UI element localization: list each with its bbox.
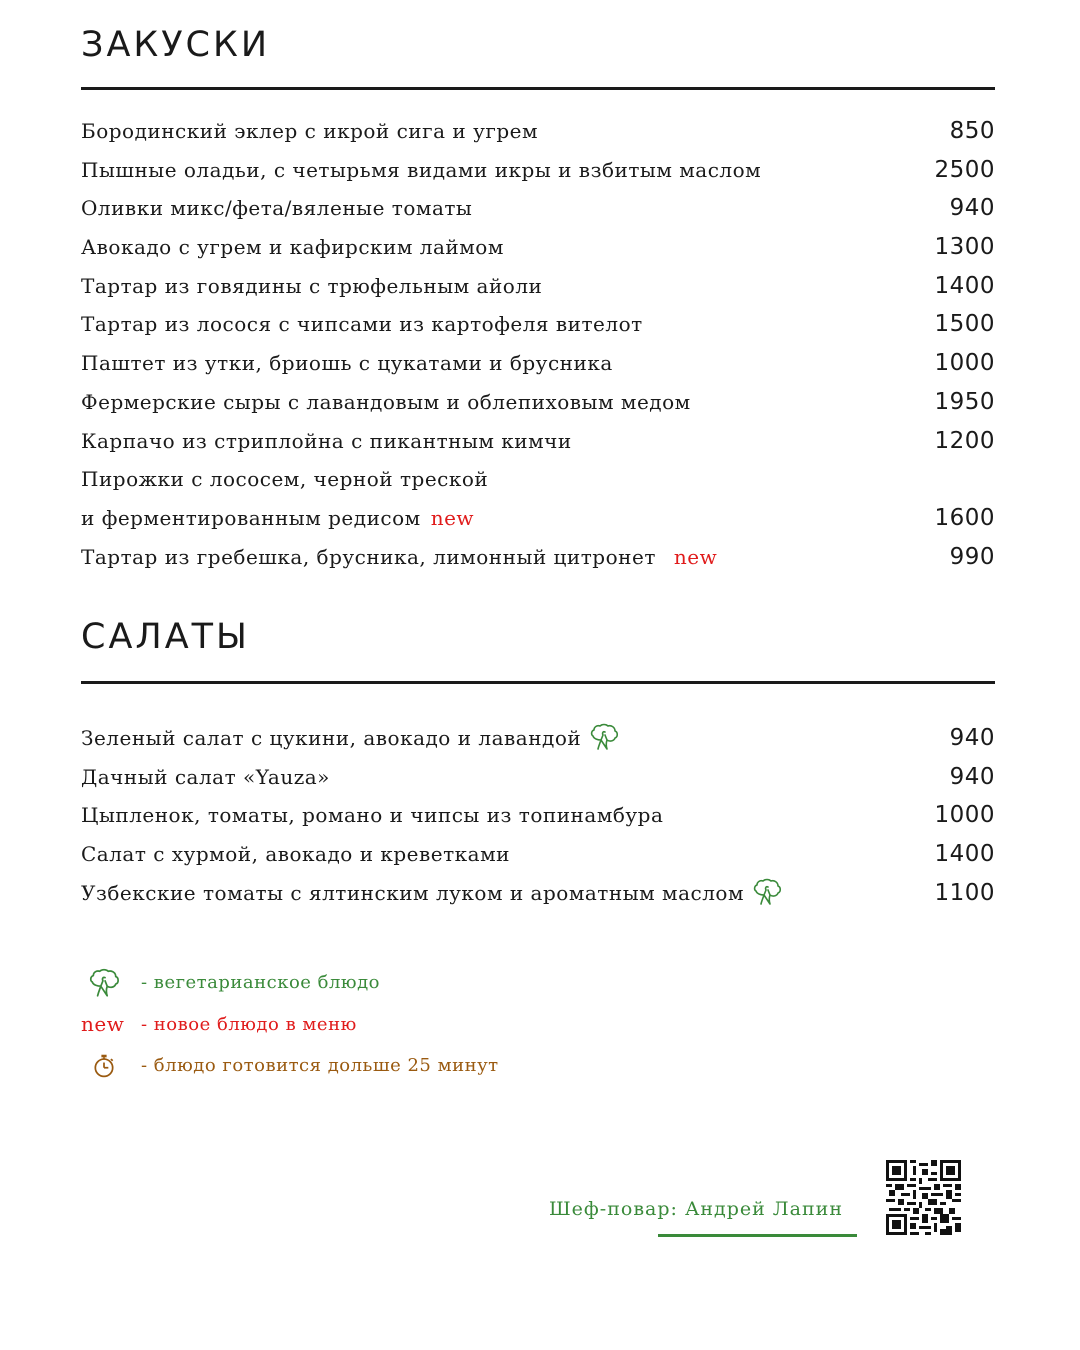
menu-item-price: 1600 xyxy=(934,504,995,531)
menu-item xyxy=(81,151,995,190)
stopwatch-icon xyxy=(91,1053,117,1079)
menu-item-name: Фермерские сыры с лавандовым и облепиховым медом xyxy=(81,389,691,414)
legend-new xyxy=(81,1004,681,1046)
legend-long-cook xyxy=(81,1045,681,1087)
menu-item xyxy=(81,344,995,383)
legend xyxy=(81,962,681,1087)
menu-item-price: 1950 xyxy=(934,388,995,415)
menu-item-name xyxy=(81,460,488,537)
legend-vegetarian-text: - вегетарианское блюдо xyxy=(141,972,381,994)
new-badge: new xyxy=(81,1012,125,1037)
section-appetizers xyxy=(81,25,995,588)
menu-item-name-text: Зеленый салат с цукини, авокадо и лавандой xyxy=(81,726,582,750)
menu-list-salads xyxy=(81,719,995,912)
menu-item-name: Салат с хурмой, авокадо и креветками xyxy=(81,842,510,867)
menu-item-name xyxy=(81,874,782,913)
new-badge: new xyxy=(673,544,718,569)
chef-credit: Шеф-повар: Андрей Лапин xyxy=(549,1198,843,1220)
menu-item-name: Авокадо с угрем и кафирским лаймом xyxy=(81,235,504,260)
menu-item xyxy=(81,719,995,758)
menu-item-name: Дачный салат «Yauza» xyxy=(81,764,330,789)
menu-item-price: 940 xyxy=(949,195,995,222)
menu-item-price: 1100 xyxy=(934,879,995,906)
menu-item-price: 1300 xyxy=(934,234,995,261)
menu-item-name-line2-text: и ферментированным редисом xyxy=(81,505,421,530)
menu-item xyxy=(81,874,995,913)
menu-item-price: 1000 xyxy=(934,350,995,377)
menu-item xyxy=(81,189,995,228)
broccoli-icon xyxy=(589,723,619,751)
menu-item-name: Оливки микс/фета/вяленые томаты xyxy=(81,196,473,221)
menu-item xyxy=(81,422,995,461)
menu-item-price: 1500 xyxy=(934,311,995,338)
menu-item-name: Бородинский эклер с икрой сига и угрем xyxy=(81,119,539,143)
menu-item-name-text: Тартар из гребешка, брусника, лимонный цитронет xyxy=(81,544,656,569)
menu-item xyxy=(81,835,995,874)
menu-item xyxy=(81,460,995,537)
menu-item-name: Карпачо из стриплойна с пикантным кимчи xyxy=(81,428,572,453)
menu-item-price: 1000 xyxy=(934,802,995,829)
menu-item-price: 1400 xyxy=(934,272,995,299)
legend-new-text: - новое блюдо в меню xyxy=(141,1013,357,1035)
qr-code-icon[interactable] xyxy=(886,1160,961,1235)
menu-item-name-line1: Пирожки с лососем, черной треской xyxy=(81,467,489,492)
menu-item-name: Цыпленок, томаты, романо и чипсы из топинамбура xyxy=(81,803,664,828)
menu-item-price: 940 xyxy=(949,763,995,790)
broccoli-icon xyxy=(88,968,120,998)
menu-list-appetizers xyxy=(81,112,995,576)
section-salads xyxy=(81,617,995,920)
section-title-appetizers: ЗАКУСКИ xyxy=(81,25,271,65)
menu-item-name: Паштет из утки, бриошь с цукатами и брусника xyxy=(81,351,613,376)
menu-item-price: 940 xyxy=(949,725,995,751)
section-divider xyxy=(81,681,995,684)
menu-item-name: Тартар из говядины с трюфельным айоли xyxy=(81,273,543,298)
section-divider xyxy=(81,87,995,90)
menu-item-name: Пышные оладьи, с четырьмя видами икры и взбитым маслом xyxy=(81,157,762,182)
menu-item-name-line2 xyxy=(81,499,488,538)
menu-item-name-text: Узбекские томаты с ялтинским луком и ароматным маслом xyxy=(81,880,745,905)
section-title-salads: САЛАТЫ xyxy=(81,617,250,657)
legend-vegetarian-mark xyxy=(81,968,127,998)
menu-item-price: 1400 xyxy=(934,841,995,868)
menu-item-price: 850 xyxy=(949,118,995,144)
menu-item xyxy=(81,538,995,577)
menu-item-name xyxy=(81,538,717,577)
legend-long-cook-mark xyxy=(81,1053,127,1079)
legend-long-cook-text: - блюдо готовится дольше 25 минут xyxy=(141,1055,499,1077)
menu-item xyxy=(81,267,995,306)
menu-item xyxy=(81,758,995,797)
menu-item-price: 990 xyxy=(949,543,995,570)
menu-item-price: 2500 xyxy=(934,156,995,183)
chef-underline xyxy=(658,1234,857,1237)
menu-item-name xyxy=(81,719,619,758)
menu-item xyxy=(81,383,995,422)
legend-vegetarian xyxy=(81,962,681,1004)
menu-item-name: Тартар из лосося с чипсами из картофеля вителот xyxy=(81,312,643,337)
broccoli-icon xyxy=(752,878,782,906)
menu-item xyxy=(81,112,995,151)
menu-item xyxy=(81,796,995,835)
menu-item-price: 1200 xyxy=(934,427,995,454)
menu-item xyxy=(81,228,995,267)
menu-item xyxy=(81,305,995,344)
new-badge: new xyxy=(430,505,475,530)
